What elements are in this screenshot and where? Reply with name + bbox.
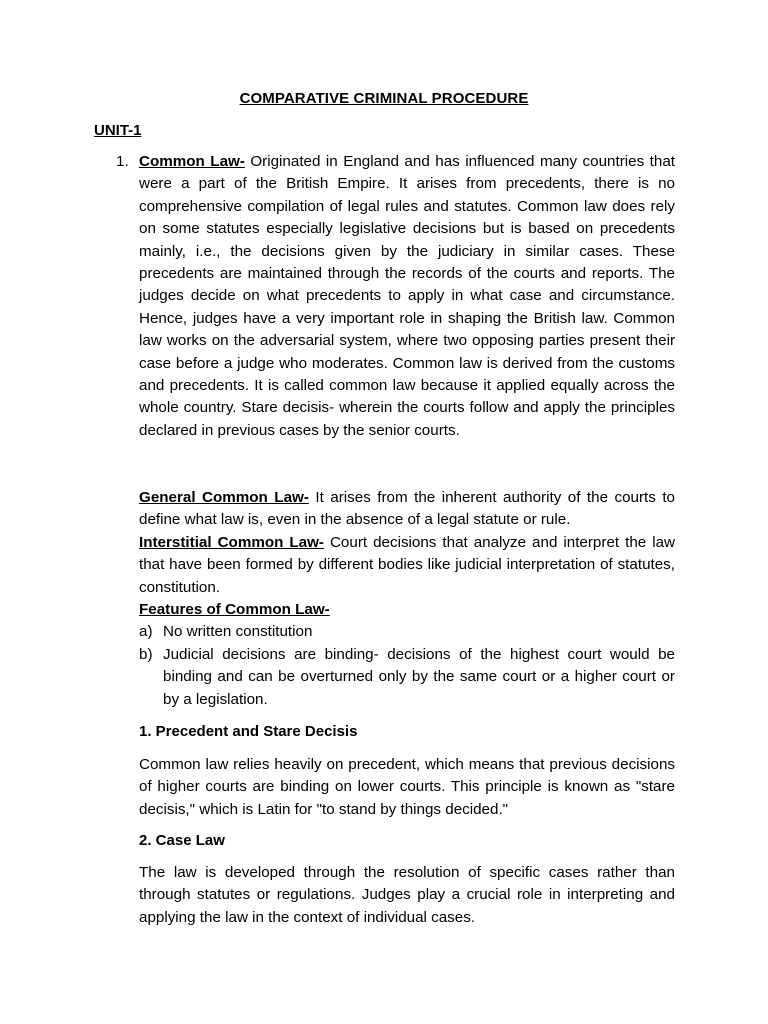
list-item xyxy=(139,644,675,711)
precedent-heading: 1. Precedent and Stare Decisis xyxy=(139,723,358,740)
common-law-text: Originated in England and has influenced many countries that were a part of the British Empire. It arises from precedents, there is no comprehensive compilation of legal rules and statutes. Common law does rely on some statutes especially legislative decisions but is based on precedents mainly, i.e., the decisions given by the judiciary in similar cases. These precedents are maintained through the records of the courts and reports. The judges decide on what precedents to apply in what case and circumstance. Hence, judges have a very important role in shaping the British law. Common law works on the adversarial system, where two opposing parties present their case before a judge who moderates. Common law is derived from the customs and precedents. It is called common law because it applied equally across the whole country. Stare decisis- wherein the courts follow and apply the principles declared in previous cases by the senior courts. xyxy=(139,153,675,439)
general-common-law-text: It arises from the inherent authority of the courts to define what law is, even in the absence of a legal statute or rule. xyxy=(139,489,675,529)
list-item-text: No written constitution xyxy=(163,623,313,641)
features-heading: Features of Common Law- xyxy=(139,601,330,619)
precedent-paragraph: Common law relies heavily on precedent, which means that previous decisions of higher courts are binding on lower courts. This principle is known as "stare decisis," which is Latin for "to stand by things decided." xyxy=(139,756,675,818)
list-item-text: Judicial decisions are binding- decisions of the highest court would be binding and can be overturned only by the same court or a higher court or by a legislation. xyxy=(163,645,675,708)
list-item xyxy=(139,621,675,643)
common-law-term: Common Law- xyxy=(139,153,245,170)
unit-heading: UNIT-1 xyxy=(94,122,142,139)
interstitial-common-law-term: Interstitial Common Law- xyxy=(139,533,324,551)
list-marker: b) xyxy=(139,645,153,663)
common-law-paragraph xyxy=(139,151,675,442)
common-law-types-block xyxy=(139,487,675,711)
general-common-law-term: General Common Law- xyxy=(139,489,309,506)
interstitial-common-law-paragraph xyxy=(139,532,675,599)
case-law-paragraph: The law is developed through the resolution of specific cases rather than through statutes or regulations. Judges play a crucial role in interpreting and applying the law in the context of individual cases. xyxy=(139,864,675,926)
general-common-law-paragraph xyxy=(139,487,675,532)
interstitial-common-law-text: Court decisions that analyze and interpret the law that have been formed by different bodies like judicial interpretation of statutes, constitution. xyxy=(139,533,675,596)
list-marker: a) xyxy=(139,623,153,641)
list-number: 1. xyxy=(116,153,129,170)
document-title: COMPARATIVE CRIMINAL PROCEDURE xyxy=(239,90,529,107)
case-law-heading: 2. Case Law xyxy=(139,832,225,849)
